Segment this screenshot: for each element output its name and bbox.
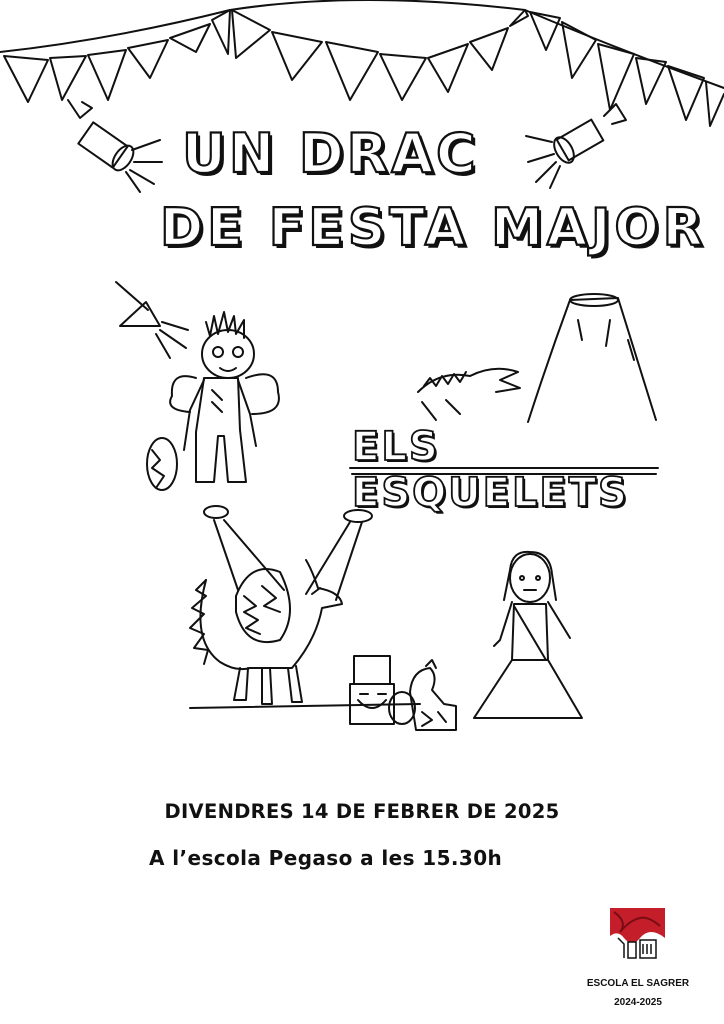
- volcano-drawing: [528, 294, 656, 422]
- lizard-drawing: [418, 369, 520, 420]
- school-logo: [610, 908, 665, 963]
- poster-title-line-2: DE FESTA MAJOR: [160, 198, 707, 258]
- event-date: DIVENDRES 14 DE FEBRER DE 2025: [164, 800, 560, 823]
- school-year: 2024-2025: [614, 997, 662, 1008]
- rooster-drawing: [410, 660, 456, 730]
- stage-spotlight-icon: [204, 506, 372, 600]
- dragon-egg-icon: [147, 438, 177, 490]
- troupe-name: ELS ESQUELETS: [352, 424, 629, 516]
- dragon-drawing: [190, 560, 420, 708]
- drum-figure-drawing: [350, 656, 415, 724]
- child-drawing-winged-figure: [116, 282, 279, 482]
- stage-spotlight-icon: [68, 100, 162, 192]
- poster-title-line-1: UN DRAC: [182, 122, 479, 185]
- bunting-flags: [0, 0, 724, 126]
- girl-in-dress-drawing: [474, 552, 582, 718]
- school-name: ESCOLA EL SAGRER: [586, 978, 690, 989]
- event-place-time: A l’escola Pegaso a les 15.30h: [149, 846, 503, 870]
